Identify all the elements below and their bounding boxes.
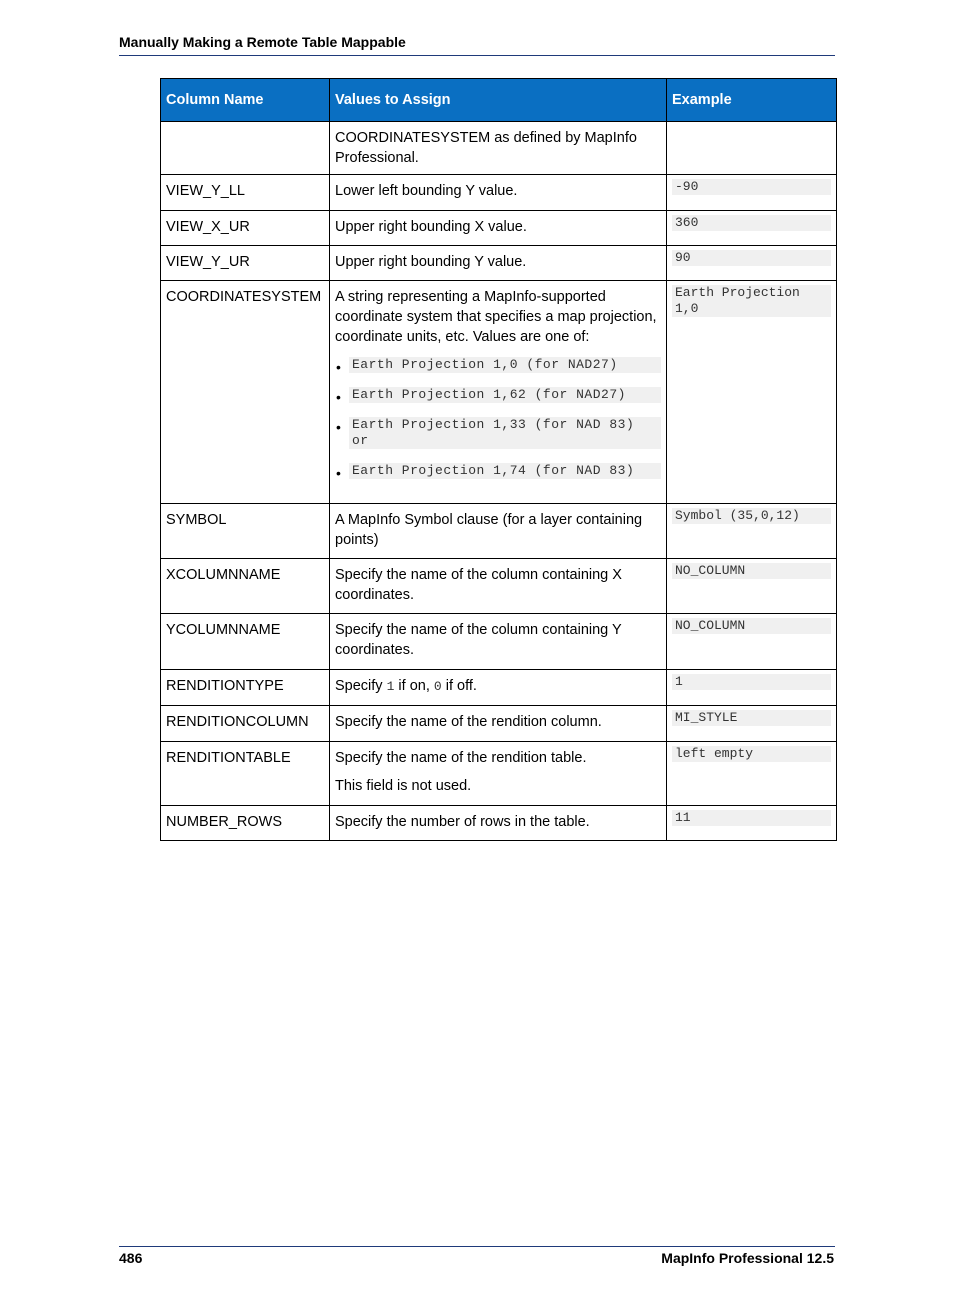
cell-example — [667, 742, 837, 806]
bullet-icon: • — [336, 359, 341, 375]
cell-column-name — [161, 122, 330, 175]
cell-values: Specify the name of the column containing Y coordinates. — [330, 614, 667, 670]
list-item — [335, 417, 661, 449]
rendition-table-note: This field is not used. — [335, 778, 472, 794]
table-header-row — [161, 79, 837, 122]
option-code: Earth Projection 1,74 (for NAD 83) — [349, 463, 661, 479]
option-code: Earth Projection 1,0 (for NAD27) — [349, 357, 661, 373]
example-code: Earth Projection 1,0 — [672, 285, 831, 317]
example-code: -90 — [672, 179, 831, 195]
cell-column-name: XCOLUMNNAME — [161, 559, 330, 614]
cell-column-name: RENDITIONTYPE — [161, 670, 330, 706]
bullet-icon: • — [336, 419, 341, 435]
example-code: left empty — [672, 746, 831, 762]
cell-values: Upper right bounding Y value. — [330, 246, 667, 281]
cell-example — [667, 806, 837, 841]
cell-values: Upper right bounding X value. — [330, 211, 667, 246]
cell-column-name: COORDINATESYSTEM — [161, 281, 330, 504]
cell-column-name: YCOLUMNNAME — [161, 614, 330, 670]
coordsys-description: A string representing a MapInfo-supported coordinate system that specifies a map projection, coordinate units, etc. Values are one of: — [335, 289, 657, 345]
cell-values — [330, 281, 667, 504]
cell-example — [667, 559, 837, 614]
example-code: MI_STYLE — [672, 710, 831, 726]
footer-divider — [119, 1246, 835, 1247]
example-code: 90 — [672, 250, 831, 266]
cell-column-name: NUMBER_ROWS — [161, 806, 330, 841]
cell-values: Lower left bounding Y value. — [330, 175, 667, 211]
cell-column-name: VIEW_Y_LL — [161, 175, 330, 211]
cell-example — [667, 211, 837, 246]
table-row — [161, 614, 837, 670]
bullet-icon: • — [336, 389, 341, 405]
example-code: 11 — [672, 810, 831, 826]
table-row — [161, 122, 837, 175]
table-row — [161, 742, 837, 806]
cell-column-name: VIEW_Y_UR — [161, 246, 330, 281]
example-code: 1 — [672, 674, 831, 690]
cell-example — [667, 504, 837, 559]
list-item — [335, 357, 661, 373]
cell-example — [667, 670, 837, 706]
table-row — [161, 706, 837, 742]
list-item — [335, 463, 661, 479]
mappable-columns-table — [160, 78, 837, 841]
page-header-title: Manually Making a Remote Table Mappable — [119, 34, 406, 50]
header-divider — [119, 55, 835, 56]
table-row — [161, 504, 837, 559]
table-row — [161, 246, 837, 281]
option-code: Earth Projection 1,33 (for NAD 83) or — [349, 417, 661, 449]
column-header-values: Values to Assign — [330, 79, 667, 122]
cell-example — [667, 175, 837, 211]
cell-example — [667, 706, 837, 742]
table-row — [161, 211, 837, 246]
option-code: Earth Projection 1,62 (for NAD27) — [349, 387, 661, 403]
rendition-middle: if on, — [394, 678, 434, 694]
cell-values: Specify the name of the column containing X coordinates. — [330, 559, 667, 614]
cell-column-name: VIEW_X_UR — [161, 211, 330, 246]
cell-values: Specify the number of rows in the table. — [330, 806, 667, 841]
cell-values: Specify the name of the rendition column. — [330, 706, 667, 742]
cell-example — [667, 246, 837, 281]
rendition-table-description: Specify the name of the rendition table. — [335, 750, 587, 766]
cell-values — [330, 670, 667, 706]
cell-values — [330, 742, 667, 806]
example-code: 360 — [672, 215, 831, 231]
cell-example — [667, 281, 837, 504]
rendition-prefix: Specify — [335, 678, 387, 694]
table-row — [161, 670, 837, 706]
table-row — [161, 175, 837, 211]
cell-example — [667, 614, 837, 670]
cell-column-name: SYMBOL — [161, 504, 330, 559]
table-row — [161, 806, 837, 841]
cell-values: COORDINATESYSTEM as defined by MapInfo Professional. — [330, 122, 667, 175]
table-row — [161, 559, 837, 614]
list-item — [335, 387, 661, 403]
code-off: 0 — [433, 679, 442, 694]
coordsys-options-list — [335, 357, 661, 479]
column-header-name: Column Name — [161, 79, 330, 122]
page-number: 486 — [119, 1250, 143, 1266]
product-name: MapInfo Professional 12.5 — [661, 1250, 834, 1266]
table-row — [161, 281, 837, 504]
column-header-example: Example — [667, 79, 837, 122]
rendition-suffix: if off. — [441, 678, 477, 694]
cell-values: A MapInfo Symbol clause (for a layer containing points) — [330, 504, 667, 559]
cell-column-name: RENDITIONCOLUMN — [161, 706, 330, 742]
example-code: NO_COLUMN — [672, 563, 831, 579]
bullet-icon: • — [336, 465, 341, 481]
example-code: NO_COLUMN — [672, 618, 831, 634]
cell-column-name: RENDITIONTABLE — [161, 742, 330, 806]
cell-example — [667, 122, 837, 175]
code-on: 1 — [386, 679, 395, 694]
example-code: Symbol (35,0,12) — [672, 508, 831, 524]
